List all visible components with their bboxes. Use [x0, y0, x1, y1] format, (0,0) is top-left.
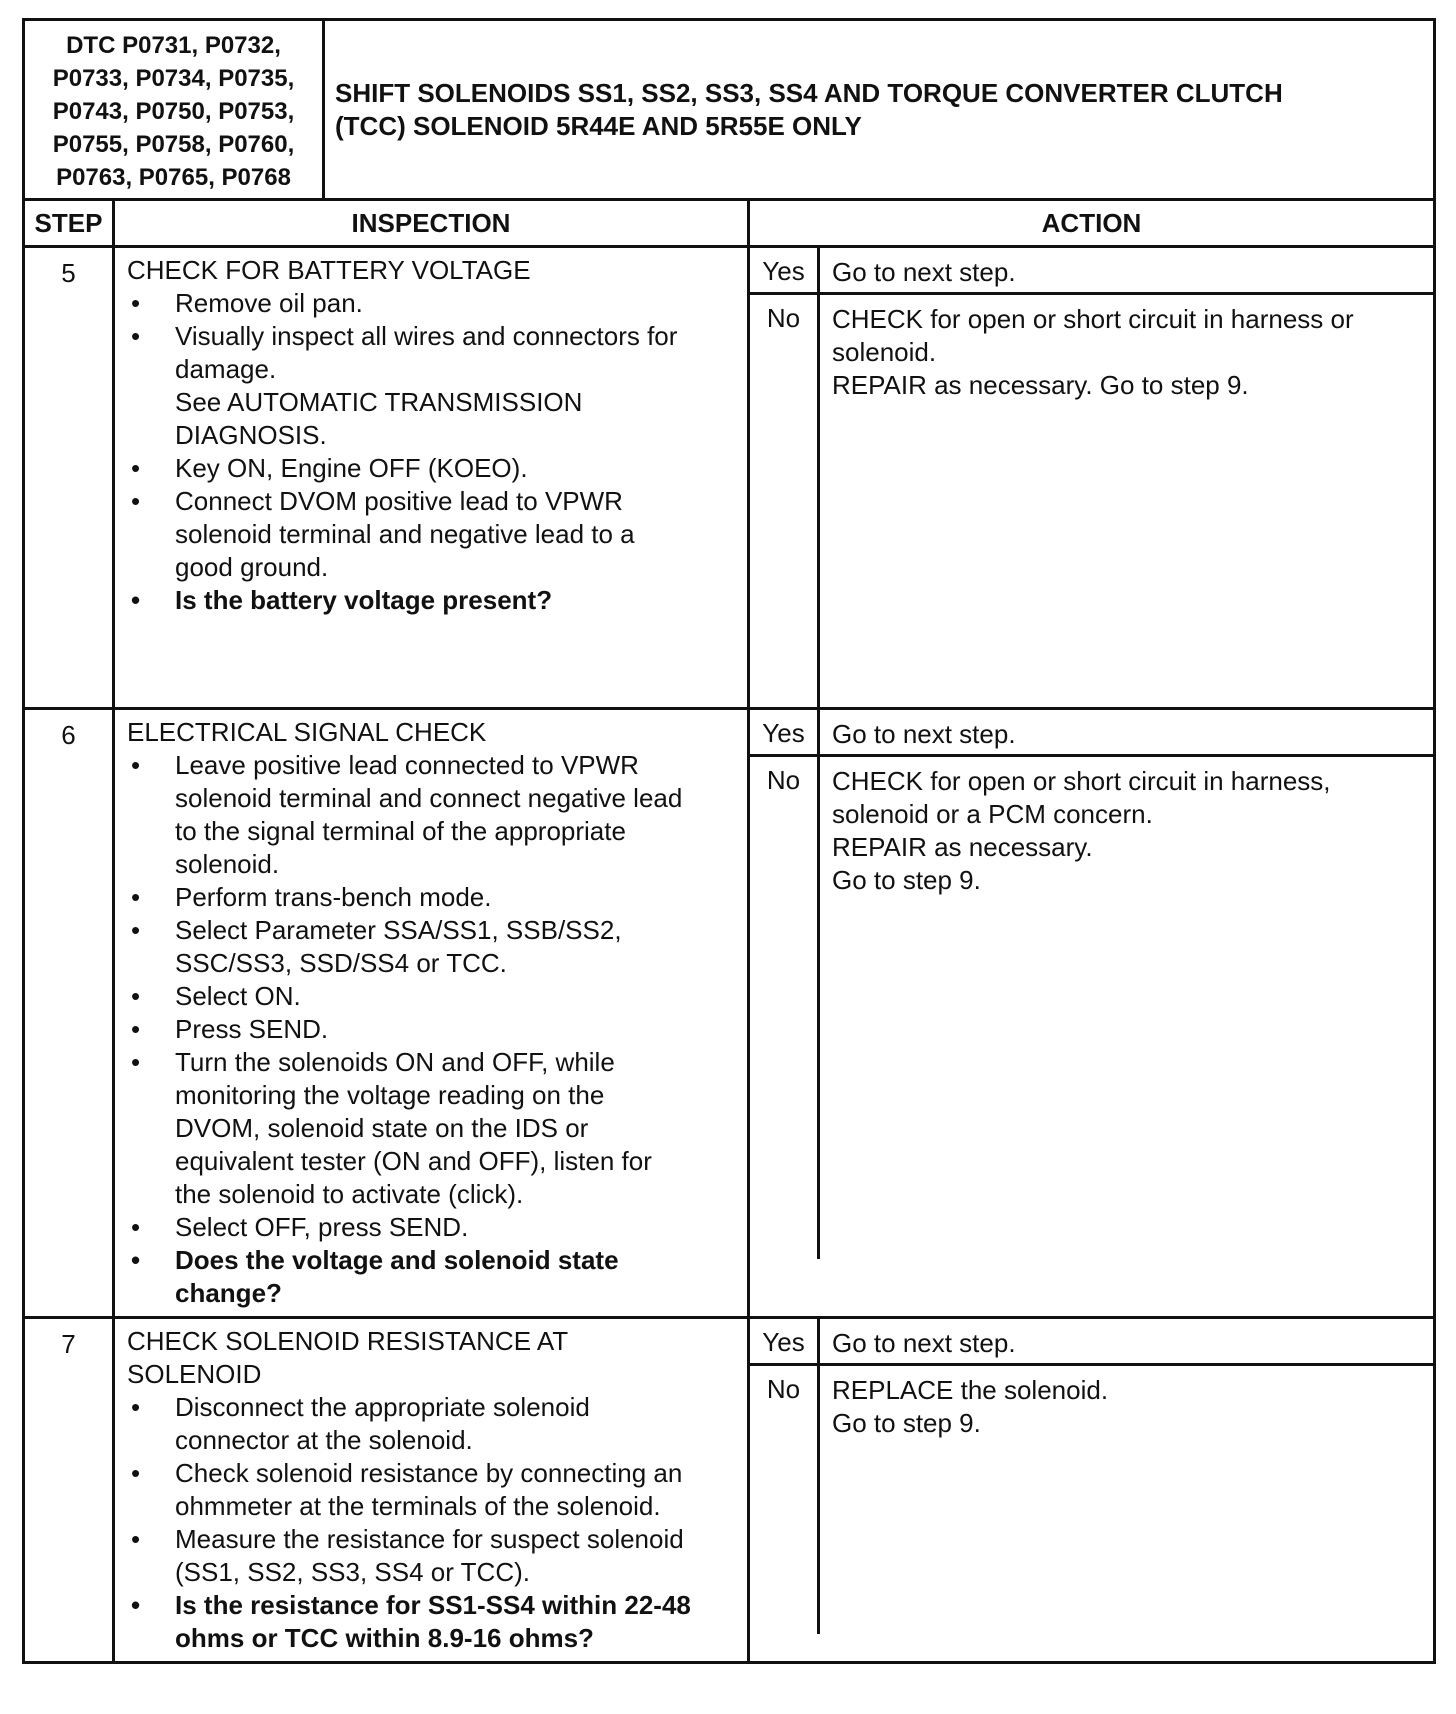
no-label: No	[750, 1366, 820, 1634]
bullet-item: • Leave positive lead connected to VPWR solenoid terminal and connect negative lead to the signal terminal of the appropriate solenoid.	[127, 749, 737, 881]
no-row	[750, 295, 1433, 707]
yes-row	[750, 248, 1433, 295]
inspection-cell	[114, 1318, 749, 1663]
bullet-item: • Select OFF, press SEND.	[127, 1211, 737, 1244]
step-heading: CHECK SOLENOID RESISTANCE AT SOLENOID	[127, 1326, 568, 1389]
bullet-item: • Check solenoid resistance by connecting an ohmmeter at the terminals of the solenoid.	[127, 1457, 737, 1523]
no-label: No	[750, 295, 820, 707]
step-row-6	[24, 709, 1435, 1318]
column-header-inspection: INSPECTION	[114, 200, 749, 247]
no-action: CHECK for open or short circuit in harness or solenoid. REPAIR as necessary. Go to step 9.	[832, 304, 1354, 400]
yes-label: Yes	[750, 248, 820, 292]
yes-action: Go to next step.	[832, 719, 1016, 749]
bullet-item: • Press SEND.	[127, 1013, 737, 1046]
no-action: REPLACE the solenoid. Go to step 9.	[832, 1375, 1109, 1438]
no-row	[750, 757, 1433, 1259]
column-header-step: STEP	[24, 200, 114, 247]
bullet-item: • Connect DVOM positive lead to VPWR solenoid terminal and negative lead to a good ground.	[127, 485, 737, 584]
bullet-item: • Perform trans-bench mode.	[127, 881, 737, 914]
inspection-bullets	[127, 287, 737, 617]
step-number: 7	[24, 1318, 114, 1663]
bullet-question: • Does the voltage and solenoid state change?	[127, 1244, 737, 1310]
inspection-bullets	[127, 1391, 737, 1655]
dtc-line: P0743, P0750, P0753,	[52, 98, 295, 125]
inspection-bullets	[127, 749, 737, 1310]
column-header-row	[24, 200, 1435, 247]
bullet-item: • Turn the solenoids ON and OFF, while monitoring the voltage reading on the DVOM, solenoid state on the IDS or equivalent tester (ON and OFF), listen for the solenoid to activate (click).	[127, 1046, 737, 1211]
bullet-item: • Key ON, Engine OFF (KOEO).	[127, 452, 737, 485]
dtc-code-list	[24, 20, 324, 200]
action-cell	[749, 247, 1435, 709]
dtc-line: DTC P0731, P0732,	[66, 32, 281, 59]
bullet-item: • Select ON.	[127, 980, 737, 1013]
dtc-line: P0763, P0765, P0768	[56, 164, 291, 191]
yes-row	[750, 710, 1433, 757]
dtc-line: P0755, P0758, P0760,	[52, 131, 295, 158]
bullet-item: • Disconnect the appropriate solenoid connector at the solenoid.	[127, 1391, 737, 1457]
step-number: 6	[24, 709, 114, 1318]
inspection-cell	[114, 709, 749, 1318]
action-cell	[749, 1318, 1435, 1663]
action-cell	[749, 709, 1435, 1318]
no-row	[750, 1366, 1433, 1634]
yes-label: Yes	[750, 710, 820, 754]
dtc-line: P0733, P0734, P0735,	[52, 65, 295, 92]
no-action: CHECK for open or short circuit in harness, solenoid or a PCM concern. REPAIR as necessary. Go to step 9.	[832, 766, 1331, 895]
bullet-question: • Is the resistance for SS1-SS4 within 22-48 ohms or TCC within 8.9-16 ohms?	[127, 1589, 737, 1655]
procedure-title	[324, 20, 1435, 200]
step-number: 5	[24, 247, 114, 709]
yes-label: Yes	[750, 1319, 820, 1363]
header-table	[22, 18, 1436, 201]
diagnostic-document	[22, 18, 1436, 1664]
title-line: (TCC) SOLENOID 5R44E AND 5R55E ONLY	[335, 110, 862, 141]
no-label: No	[750, 757, 820, 1259]
inspection-cell	[114, 247, 749, 709]
bullet-question: • Is the battery voltage present?	[127, 584, 737, 617]
step-heading: ELECTRICAL SIGNAL CHECK	[127, 717, 487, 747]
bullet-item: • Measure the resistance for suspect solenoid (SS1, SS2, SS3, SS4 or TCC).	[127, 1523, 737, 1589]
step-row-7	[24, 1318, 1435, 1663]
yes-action: Go to next step.	[832, 1328, 1016, 1358]
yes-row	[750, 1319, 1433, 1366]
step-row-5	[24, 247, 1435, 709]
bullet-item: • Select Parameter SSA/SS1, SSB/SS2, SSC/SS3, SSD/SS4 or TCC.	[127, 914, 737, 980]
step-heading: CHECK FOR BATTERY VOLTAGE	[127, 255, 531, 285]
title-line: SHIFT SOLENOIDS SS1, SS2, SS3, SS4 AND TORQUE CONVERTER CLUTCH	[335, 77, 1283, 108]
yes-action: Go to next step.	[832, 257, 1016, 287]
bullet-item: • Visually inspect all wires and connectors for damage. See AUTOMATIC TRANSMISSION DIAGNOSIS.	[127, 320, 737, 452]
steps-table	[22, 198, 1436, 1664]
column-header-action: ACTION	[749, 200, 1435, 247]
bullet-item: • Remove oil pan.	[127, 287, 737, 320]
